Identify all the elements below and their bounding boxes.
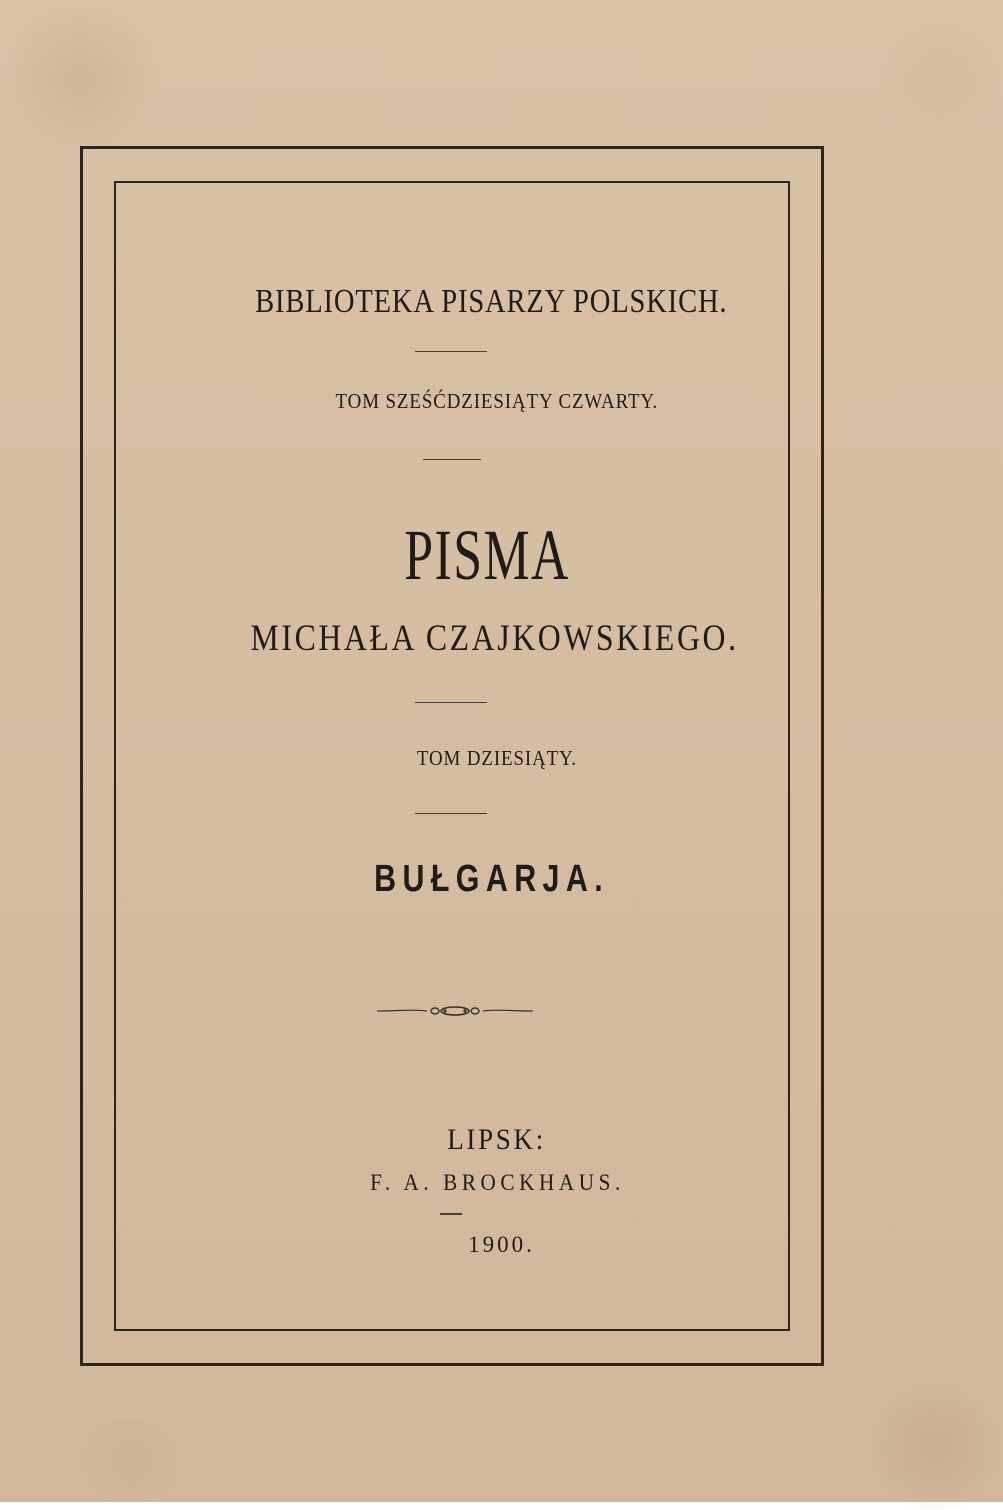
divider-rule [415, 813, 487, 814]
main-title: PISMA [404, 515, 570, 595]
series-title: BIBLIOTEKA PISARZY POLSKICH. [255, 283, 728, 320]
divider-rule [423, 459, 481, 460]
divider-rule [415, 351, 487, 352]
ornament-divider-icon [375, 1000, 535, 1022]
publication-place: LIPSK: [447, 1123, 546, 1156]
paper-stain [860, 1380, 1003, 1510]
work-title: BUŁGARJA. [374, 858, 610, 900]
volume-number: TOM DZIESIĄTY. [416, 746, 577, 770]
publisher-name: F. A. BROCKHAUS. [370, 1170, 625, 1195]
paper-stain [880, 20, 1000, 140]
paper-stain [60, 1420, 200, 1500]
divider-rule [440, 1213, 462, 1215]
publication-year: 1900. [468, 1232, 535, 1257]
divider-rule [415, 702, 487, 703]
author-name: MICHAŁA CZAJKOWSKIEGO. [250, 618, 739, 659]
series-volume-number: TOM SZEŚĆDZIESIĄTY CZWARTY. [335, 389, 659, 413]
paper-stain [0, 0, 160, 160]
